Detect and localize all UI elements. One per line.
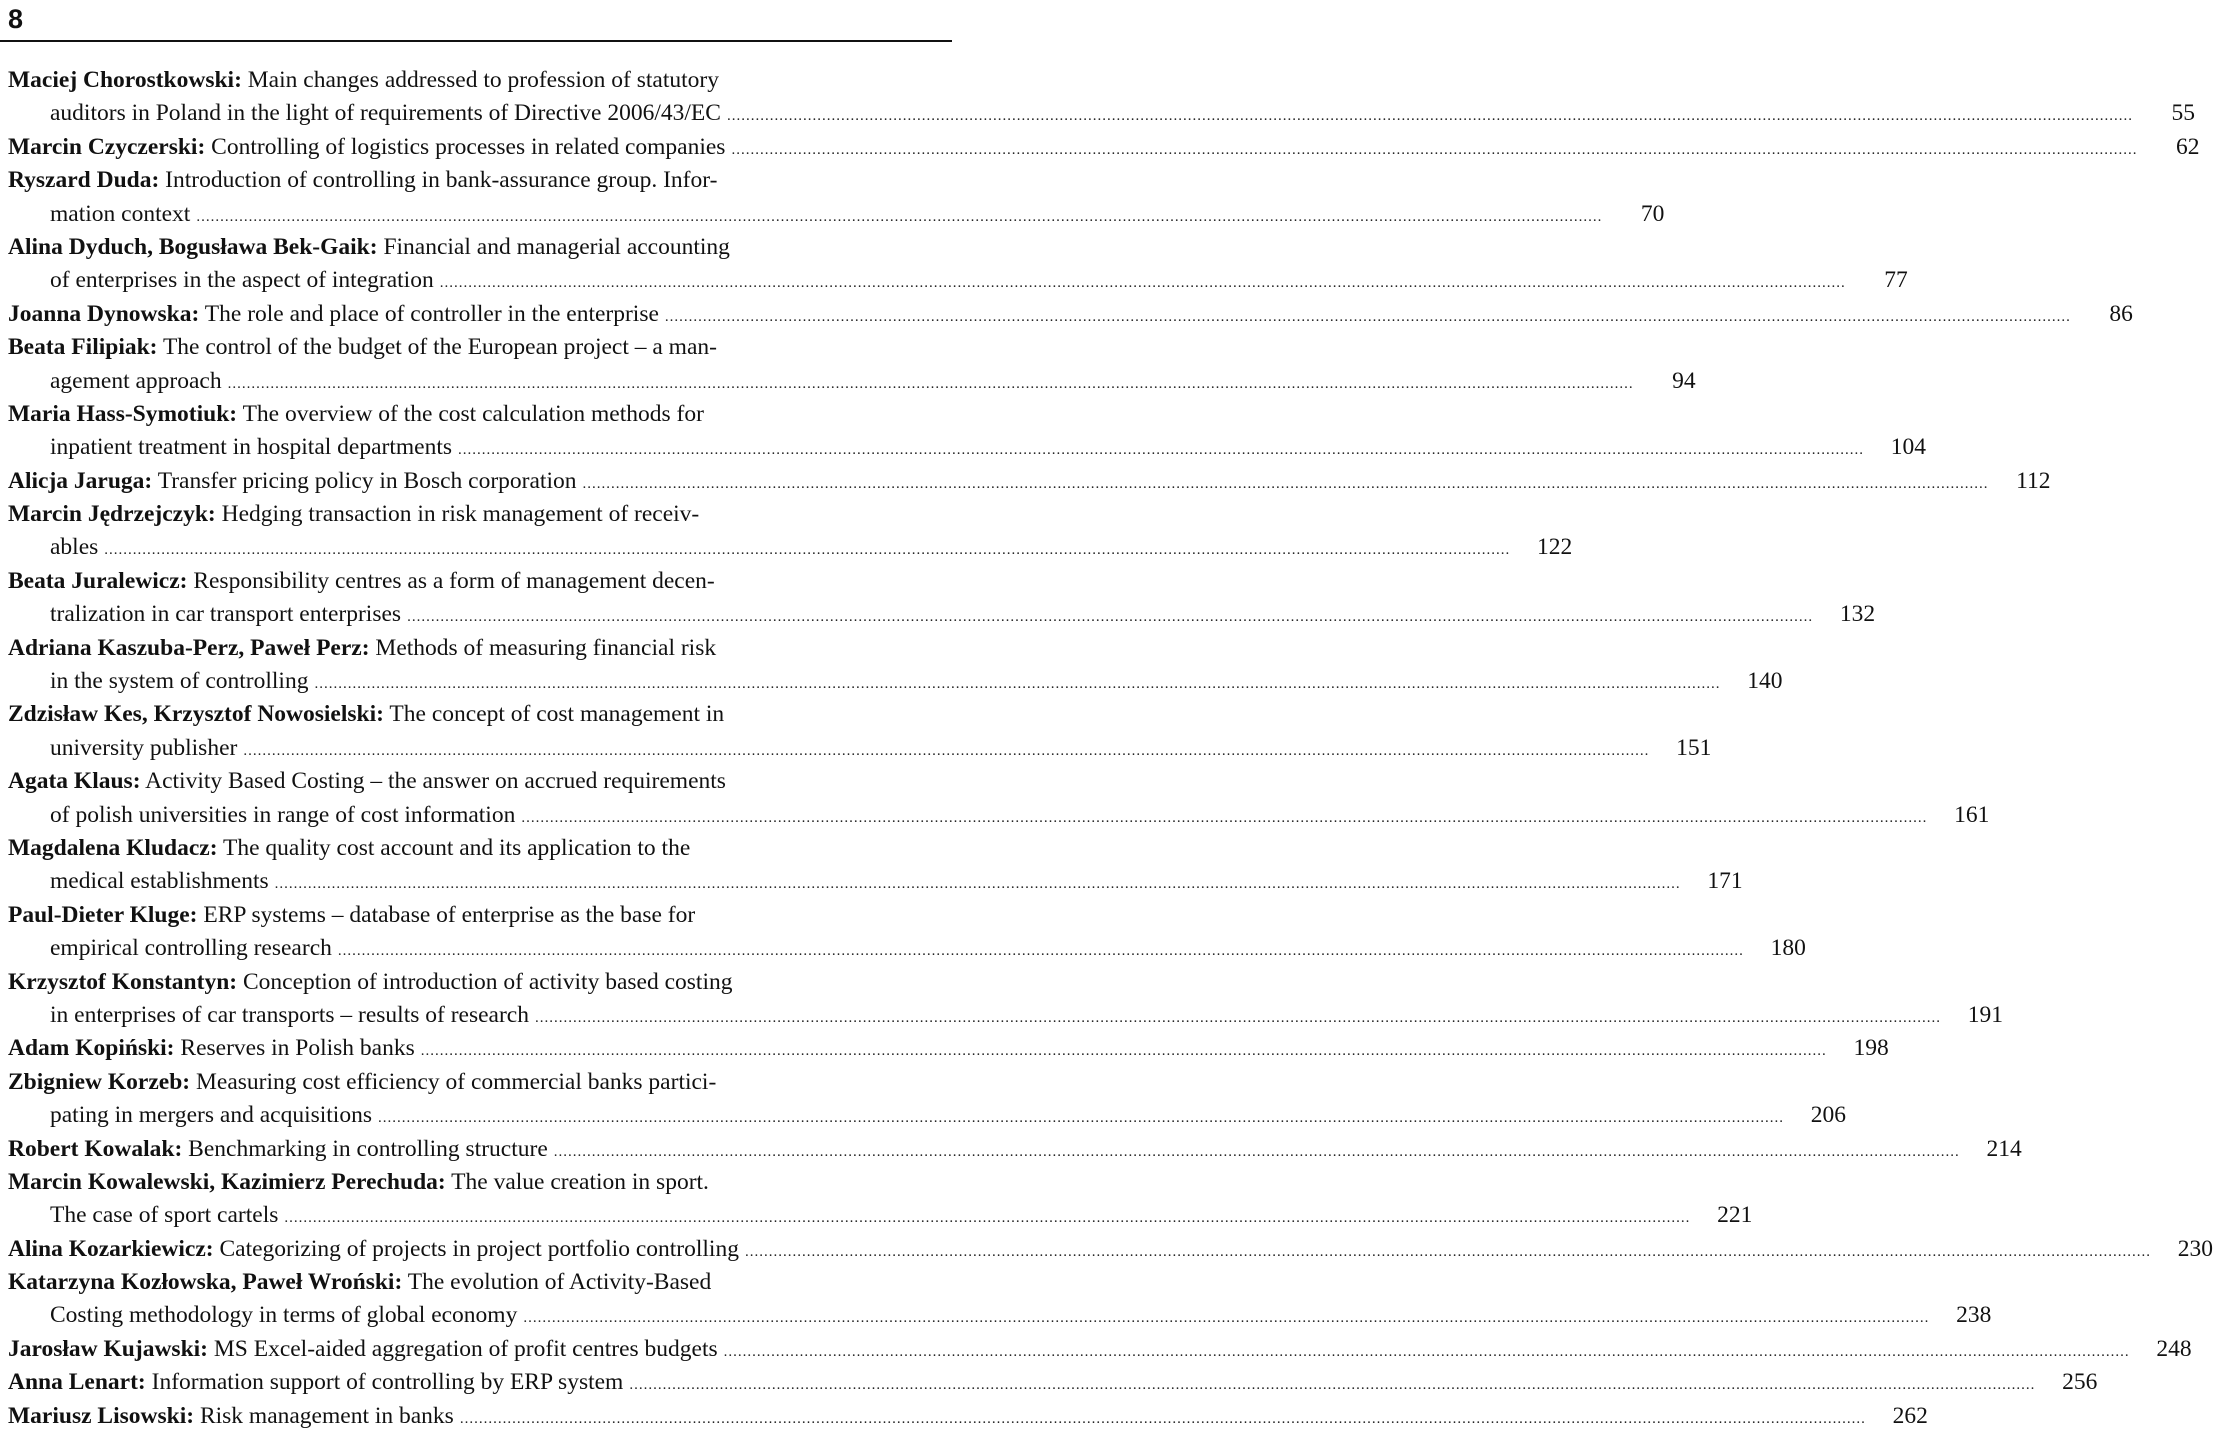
toc-entry-first-line [8, 966, 952, 999]
toc-entry-heading [8, 1266, 952, 1299]
toc-entry-first-line [8, 565, 952, 598]
leader-dots [228, 368, 1634, 401]
toc-author: Magdalena Kludacz: [8, 834, 218, 861]
toc-entry [8, 966, 2003, 1033]
toc-entry-first-line [8, 465, 2051, 498]
toc-page-number: 112 [2016, 467, 2051, 494]
toc-entry-first-line [8, 498, 952, 531]
toc-page-number: 151 [1676, 734, 1712, 761]
toc-author: Katarzyna Kozłowska, Paweł Wroński: [8, 1269, 403, 1296]
toc-entry-first-line [8, 1333, 2192, 1366]
toc-entry-heading [8, 64, 952, 97]
toc-author: Beata Filipiak: [8, 334, 158, 361]
toc-author: Marcin Jędrzejczyk: [8, 501, 216, 528]
toc-title-continued: in the system of controlling [50, 668, 309, 695]
toc-entry-continuation-line [8, 97, 2195, 130]
toc-page-number: 214 [1986, 1135, 2022, 1162]
toc-page-number: 77 [1884, 267, 1908, 294]
leader-dots [554, 1136, 1960, 1169]
leader-dots [407, 601, 1813, 634]
leader-dots [460, 1403, 1866, 1436]
toc-entry-first-line [8, 1266, 952, 1299]
toc-entry-first-line [8, 64, 952, 97]
toc-author: Maciej Chorostkowski: [8, 67, 242, 93]
toc-title: The role and place of controller in the enterprise [204, 300, 659, 327]
toc-entry-continuation-line [8, 1099, 1846, 1132]
leader-dots [629, 1369, 2035, 1402]
toc-entry-first-line [8, 398, 952, 431]
toc-entry [8, 1400, 1928, 1433]
toc-entry [8, 1333, 2192, 1366]
toc-page-number: 62 [2175, 133, 2200, 160]
toc-author: Joanna Dynowska: [8, 300, 200, 327]
toc-entry [8, 1066, 1846, 1133]
toc-entry-first-line [8, 1400, 1928, 1433]
toc-entry [8, 231, 1908, 298]
toc-entry [8, 465, 2051, 498]
toc-title-continued: medical establishments [50, 868, 269, 895]
toc-entry-continuation-line [8, 1199, 1753, 1232]
toc-entry-heading [8, 298, 659, 331]
toc-title: Measuring cost efficiency of commercial banks partici- [196, 1068, 717, 1095]
toc-entry-heading [8, 1400, 454, 1433]
toc-title-continued: agement approach [50, 367, 222, 394]
toc-author: Paul-Dieter Kluge: [8, 901, 198, 928]
toc-entry-first-line [8, 1032, 1889, 1065]
toc-title: Hedging transaction in risk management of receiv- [221, 501, 700, 528]
toc-page-number: 198 [1853, 1035, 1889, 1062]
toc-entry-heading [8, 1333, 718, 1366]
toc-title: Conception of introduction of activity based costing [242, 968, 733, 995]
toc-page-number: 70 [1640, 200, 1665, 227]
toc-entry-continuation-line [8, 732, 1712, 765]
toc-entry [8, 1133, 2022, 1166]
toc-entry-first-line [8, 832, 952, 865]
toc-author: Alicja Jaruga: [8, 467, 153, 494]
toc-entry-heading [8, 331, 952, 364]
toc-entry [8, 164, 1665, 231]
toc-author: Beata Juralewicz: [8, 567, 188, 594]
toc-page-number: 161 [1954, 801, 1990, 828]
toc-title: The control of the budget of the European project – a man- [162, 334, 717, 361]
toc-author: Alina Kozarkiewicz: [8, 1235, 214, 1262]
toc-title: Risk management in banks [199, 1402, 454, 1429]
toc-entry [8, 298, 2133, 331]
toc-title: Methods of measuring financial risk [375, 634, 717, 661]
leader-dots [535, 1002, 1941, 1035]
toc-entry-heading [8, 231, 952, 264]
toc-title-continued: pating in mergers and acquisitions [50, 1102, 372, 1129]
toc-title: The concept of cost management in [389, 701, 725, 728]
toc-entry [8, 765, 1990, 832]
toc-page-number: 248 [2156, 1335, 2192, 1362]
toc-page-number: 140 [1747, 668, 1783, 695]
toc-title-continued: auditors in Poland in the light of requirements of Directive 2006/43/EC [50, 100, 721, 127]
toc-title-continued: tralization in car transport enterprises [50, 601, 402, 628]
toc-entry-heading [8, 498, 952, 531]
toc-title: Reserves in Polish banks [180, 1035, 415, 1062]
toc-page-number: 132 [1839, 601, 1876, 628]
toc-author: Ryszard Duda: [8, 167, 160, 194]
toc-title: The evolution of Activity-Based [407, 1269, 712, 1296]
toc-title: Introduction of controlling in bank-assurance group. Infor- [165, 167, 718, 194]
toc-author: Agata Klaus: [8, 768, 141, 795]
toc-entry-heading [8, 164, 952, 197]
toc-author: Marcin Czyczerski: [8, 133, 206, 160]
toc-title: The value creation in sport. [451, 1168, 709, 1195]
header-rule [0, 40, 952, 42]
toc-entry-continuation-line [8, 431, 1927, 464]
toc-title: The quality cost account and its application to the [223, 834, 691, 861]
toc-entry-heading [8, 1233, 739, 1266]
toc-entry [8, 565, 1876, 632]
toc-title: MS Excel-aided aggregation of profit centres budgets [213, 1335, 718, 1362]
toc-entry-first-line [8, 131, 2200, 164]
toc-title: Categorizing of projects in project portfolio controlling [219, 1235, 739, 1262]
leader-dots [284, 1202, 1690, 1235]
leader-dots [440, 267, 1846, 300]
toc-entry-continuation-line [8, 865, 1743, 898]
toc-entry-heading [8, 765, 952, 798]
toc-entry-first-line [8, 231, 952, 264]
toc-entry [8, 1366, 2098, 1399]
toc-entry-first-line [8, 1366, 2098, 1399]
toc-page-number: 230 [2177, 1235, 2213, 1262]
leader-dots [378, 1102, 1784, 1135]
toc-title-continued: of enterprises in the aspect of integration [50, 267, 434, 294]
toc-entry [8, 1266, 1992, 1333]
leader-dots [521, 802, 1927, 835]
toc-entry-continuation-line [8, 365, 1696, 398]
toc-entry-continuation-line [8, 665, 1783, 698]
toc-title: Responsibility centres as a form of management decen- [193, 567, 715, 594]
toc-page-number: 122 [1537, 534, 1573, 561]
toc-entry-first-line [8, 899, 952, 932]
toc-entry-continuation-line [8, 531, 1573, 564]
toc-entry [8, 64, 2195, 131]
leader-dots [104, 534, 1510, 567]
toc-entry-heading [8, 832, 952, 865]
toc-entry-heading [8, 632, 952, 665]
toc-page-number: 180 [1770, 935, 1806, 962]
toc-author: Maria Hass-Symotiuk: [8, 400, 238, 427]
leader-dots [724, 1336, 2130, 1369]
toc-author: Marcin Kowalewski, Kazimierz Perechuda: [8, 1168, 446, 1195]
toc-title: Transfer pricing policy in Bosch corporation [157, 467, 577, 494]
toc-page-number: 171 [1707, 868, 1743, 895]
toc-title-continued: in enterprises of car transports – results of research [50, 1001, 529, 1028]
toc-entry-heading [8, 1066, 952, 1099]
toc-author: Anna Lenart: [8, 1369, 146, 1396]
toc-title-continued: empirical controlling research [50, 935, 332, 962]
toc-title: Main changes addressed to profession of statutory [247, 67, 719, 93]
toc-entry [8, 398, 1927, 465]
toc-page-number: 55 [2171, 100, 2195, 127]
toc-entry [8, 1233, 2213, 1266]
toc-page-number: 86 [2109, 300, 2133, 327]
toc-entry-continuation-line [8, 1299, 1992, 1332]
table-of-contents [8, 64, 2213, 1433]
page-number: 8 [8, 4, 24, 34]
toc-page-number: 262 [1892, 1402, 1928, 1429]
toc-author: Alina Dyduch, Bogusława Bek-Gaik: [8, 233, 378, 260]
toc-page-number: 221 [1717, 1202, 1753, 1229]
toc-title: Controlling of logistics processes in related companies [211, 133, 726, 160]
toc-entry [8, 331, 1696, 398]
toc-page-number: 94 [1672, 367, 1696, 394]
toc-entry-heading [8, 899, 952, 932]
leader-dots [745, 1236, 2151, 1269]
leader-dots [243, 735, 1649, 768]
toc-entry-continuation-line [8, 799, 1990, 832]
toc-author: Adriana Kaszuba-Perz, Paweł Perz: [8, 634, 370, 661]
toc-entry [8, 1166, 1753, 1233]
leader-dots [314, 668, 1720, 701]
toc-author: Krzysztof Konstantyn: [8, 968, 238, 995]
toc-entry-first-line [8, 1166, 952, 1199]
toc-entry [8, 632, 1783, 699]
toc-entry [8, 131, 2200, 164]
toc-title: The overview of the cost calculation methods for [242, 400, 704, 427]
toc-entry-continuation-line [8, 264, 1908, 297]
toc-entry-heading [8, 1133, 548, 1166]
toc-entry [8, 498, 1573, 565]
toc-entry-first-line [8, 164, 952, 197]
leader-dots [731, 134, 2137, 167]
toc-entry-heading [8, 1032, 415, 1065]
toc-title: Activity Based Costing – the answer on accrued requirements [145, 768, 726, 795]
toc-entry-continuation-line [8, 598, 1876, 631]
toc-entry-first-line [8, 1133, 2022, 1166]
toc-entry-heading [8, 565, 952, 598]
toc-title-continued: Costing methodology in terms of global economy [50, 1302, 518, 1329]
toc-title-continued: The case of sport cartels [50, 1202, 279, 1229]
leader-dots [665, 301, 2071, 334]
toc-entry [8, 698, 1712, 765]
toc-entry-heading [8, 465, 577, 498]
toc-entry-heading [8, 1366, 623, 1399]
toc-entry-first-line [8, 1066, 952, 1099]
toc-author: Robert Kowalak: [8, 1135, 183, 1162]
leader-dots [196, 201, 1602, 234]
toc-entry-first-line [8, 1233, 2213, 1266]
leader-dots [338, 935, 1744, 968]
toc-entry-heading [8, 131, 725, 164]
toc-title-continued: university publisher [50, 734, 238, 761]
toc-title-continued: inpatient treatment in hospital departments [50, 434, 453, 461]
toc-entry-first-line [8, 331, 952, 364]
toc-entry-continuation-line [8, 932, 1806, 965]
toc-title-continued: mation context [50, 200, 191, 227]
leader-dots [583, 468, 1989, 501]
toc-author: Jarosław Kujawski: [8, 1335, 208, 1362]
toc-title: Financial and managerial accounting [383, 233, 730, 260]
toc-author: Zbigniew Korzeb: [8, 1068, 191, 1095]
toc-entry [8, 832, 1743, 899]
toc-entry-heading [8, 698, 952, 731]
toc-entry-first-line [8, 632, 952, 665]
toc-author: Adam Kopiński: [8, 1035, 175, 1062]
toc-entry-heading [8, 398, 952, 431]
toc-page-number: 256 [2062, 1369, 2098, 1396]
leader-dots [523, 1302, 1929, 1335]
leader-dots [458, 434, 1864, 467]
toc-page-number: 206 [1810, 1102, 1846, 1129]
toc-entry [8, 1032, 1889, 1065]
toc-title-continued: of polish universities in range of cost information [50, 801, 516, 828]
toc-entry-continuation-line [8, 198, 1665, 231]
toc-title-continued: ables [50, 534, 99, 561]
toc-entry-first-line [8, 298, 2133, 331]
toc-entry [8, 899, 1806, 966]
toc-author: Mariusz Lisowski: [8, 1402, 195, 1429]
toc-entry-first-line [8, 698, 952, 731]
toc-entry-continuation-line [8, 999, 2003, 1032]
leader-dots [421, 1035, 1827, 1068]
toc-page-number: 104 [1890, 434, 1927, 461]
leader-dots [275, 868, 1681, 901]
toc-page-number: 238 [1956, 1302, 1992, 1329]
toc-entry-heading [8, 966, 952, 999]
toc-entry-heading [8, 1166, 952, 1199]
toc-title: ERP systems – database of enterprise as the base for [203, 901, 696, 928]
toc-title: Benchmarking in controlling structure [188, 1135, 548, 1162]
leader-dots [727, 100, 2133, 133]
toc-page-number: 191 [1967, 1001, 2003, 1028]
toc-entry-first-line [8, 765, 952, 798]
toc-title: Information support of controlling by ERP system [151, 1369, 624, 1396]
toc-author: Zdzisław Kes, Krzysztof Nowosielski: [8, 701, 384, 728]
